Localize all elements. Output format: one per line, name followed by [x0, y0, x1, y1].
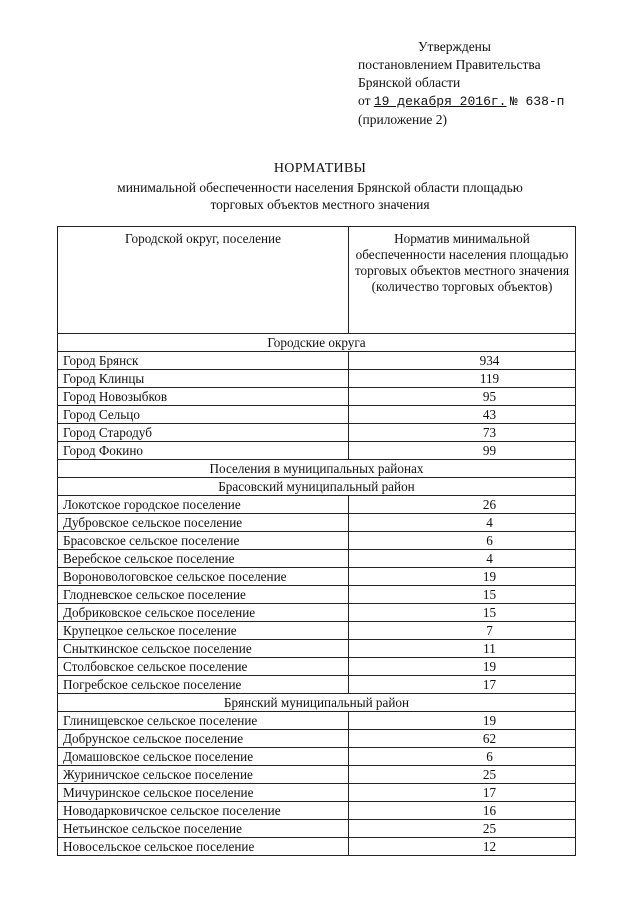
document-title — [0, 160, 640, 213]
settlement-name: Добрунское сельское поселение — [58, 730, 349, 748]
settlement-name: Вороновологовское сельское поселение — [58, 568, 349, 586]
section-district-bryansky: Брянский муниципальный район — [58, 694, 576, 712]
section-district-brasovsky: Брасовский муниципальный район — [58, 478, 576, 496]
norm-value: 17 — [349, 784, 576, 802]
settlement-name: Город Стародуб — [58, 424, 349, 442]
title-subtitle-1: минимальной обеспеченности населения Брянской области площадью — [117, 180, 523, 195]
settlement-name: Журиничское сельское поселение — [58, 766, 349, 784]
norm-value: 11 — [349, 640, 576, 658]
settlement-name: Глинищевское сельское поселение — [58, 712, 349, 730]
title-heading: НОРМАТИВЫ — [273, 161, 367, 176]
norm-value: 15 — [349, 586, 576, 604]
table-row — [58, 586, 576, 604]
table-row — [58, 496, 576, 514]
norm-value: 17 — [349, 676, 576, 694]
settlement-name: Город Фокино — [58, 442, 349, 460]
approval-number: № 638-п — [509, 94, 565, 109]
norm-value: 15 — [349, 604, 576, 622]
norm-value: 6 — [349, 532, 576, 550]
norm-value: 19 — [349, 658, 576, 676]
table-row — [58, 622, 576, 640]
settlement-name: Город Клинцы — [58, 370, 349, 388]
norm-value: 12 — [349, 838, 576, 856]
settlement-name: Глодневское сельское поселение — [58, 586, 349, 604]
norm-value: 26 — [349, 496, 576, 514]
section-row — [58, 478, 576, 496]
table-header-row — [58, 227, 576, 334]
table-row — [58, 784, 576, 802]
settlement-name: Погребское сельское поселение — [58, 676, 349, 694]
approval-line-date — [358, 92, 564, 111]
column-header-norm: Норматив минимальной обеспеченности населения площадью торговых объектов местного значения (количество торговых объектов) — [349, 227, 576, 334]
approval-date: 19 декабря 2016г. — [373, 94, 507, 109]
norm-value: 934 — [349, 352, 576, 370]
table-row — [58, 838, 576, 856]
section-settlements: Поселения в муниципальных районах — [58, 460, 576, 478]
settlement-name: Крупецкое сельское поселение — [58, 622, 349, 640]
settlement-name: Локотское городское поселение — [58, 496, 349, 514]
settlement-name: Столбовское сельское поселение — [58, 658, 349, 676]
table-row — [58, 406, 576, 424]
table-row — [58, 640, 576, 658]
table-row — [58, 424, 576, 442]
table-row — [58, 550, 576, 568]
norm-value: 25 — [349, 766, 576, 784]
norm-value: 25 — [349, 820, 576, 838]
table-row — [58, 658, 576, 676]
approval-line-5: (приложение 2) — [358, 112, 448, 127]
section-row — [58, 694, 576, 712]
table-row — [58, 442, 576, 460]
settlement-name: Веребское сельское поселение — [58, 550, 349, 568]
settlement-name: Нетьинское сельское поселение — [58, 820, 349, 838]
table-row — [58, 712, 576, 730]
table-row — [58, 730, 576, 748]
table-row — [58, 766, 576, 784]
settlement-name: Новосельское сельское поселение — [58, 838, 349, 856]
table-row — [58, 604, 576, 622]
norm-value: 43 — [349, 406, 576, 424]
approval-line-2: постановлением Правительства — [358, 57, 541, 72]
settlement-name: Домашовское сельское поселение — [58, 748, 349, 766]
section-row — [58, 334, 576, 352]
table-row — [58, 352, 576, 370]
norm-value: 16 — [349, 802, 576, 820]
section-city-districts: Городские округа — [58, 334, 576, 352]
settlement-name: Снытки​нское сельское поселение — [58, 640, 349, 658]
table-row — [58, 820, 576, 838]
table-row — [58, 370, 576, 388]
section-row — [58, 460, 576, 478]
title-subtitle-2: торговых объектов местного значения — [210, 197, 430, 212]
table-row — [58, 514, 576, 532]
settlement-name: Новодарковичское сельское поселение — [58, 802, 349, 820]
norm-value: 19 — [349, 568, 576, 586]
norms-table — [57, 226, 576, 856]
norm-value: 99 — [349, 442, 576, 460]
approval-line-3: Брянской области — [358, 75, 461, 90]
settlement-name: Мичуринское сельское поселение — [58, 784, 349, 802]
norm-value: 4 — [349, 514, 576, 532]
norm-value: 95 — [349, 388, 576, 406]
settlement-name: Дубровское сельское поселение — [58, 514, 349, 532]
norm-value: 119 — [349, 370, 576, 388]
table-row — [58, 568, 576, 586]
settlement-name: Город Брянск — [58, 352, 349, 370]
norm-value: 19 — [349, 712, 576, 730]
norm-value: 62 — [349, 730, 576, 748]
table-row — [58, 676, 576, 694]
table-row — [58, 532, 576, 550]
settlement-name: Добриковское сельское поселение — [58, 604, 349, 622]
column-header-settlement: Городской округ, поселение — [58, 227, 349, 334]
settlement-name: Город Сельцо — [58, 406, 349, 424]
approval-line-1: Утверждены — [418, 39, 491, 54]
settlement-name: Брасовское сельское поселение — [58, 532, 349, 550]
norm-value: 4 — [349, 550, 576, 568]
norm-value: 73 — [349, 424, 576, 442]
approval-block — [358, 38, 564, 129]
norm-value: 6 — [349, 748, 576, 766]
table-row — [58, 802, 576, 820]
norm-value: 7 — [349, 622, 576, 640]
table-row — [58, 388, 576, 406]
approval-from: от — [358, 93, 371, 108]
table-row — [58, 748, 576, 766]
settlement-name: Город Новозыбков — [58, 388, 349, 406]
